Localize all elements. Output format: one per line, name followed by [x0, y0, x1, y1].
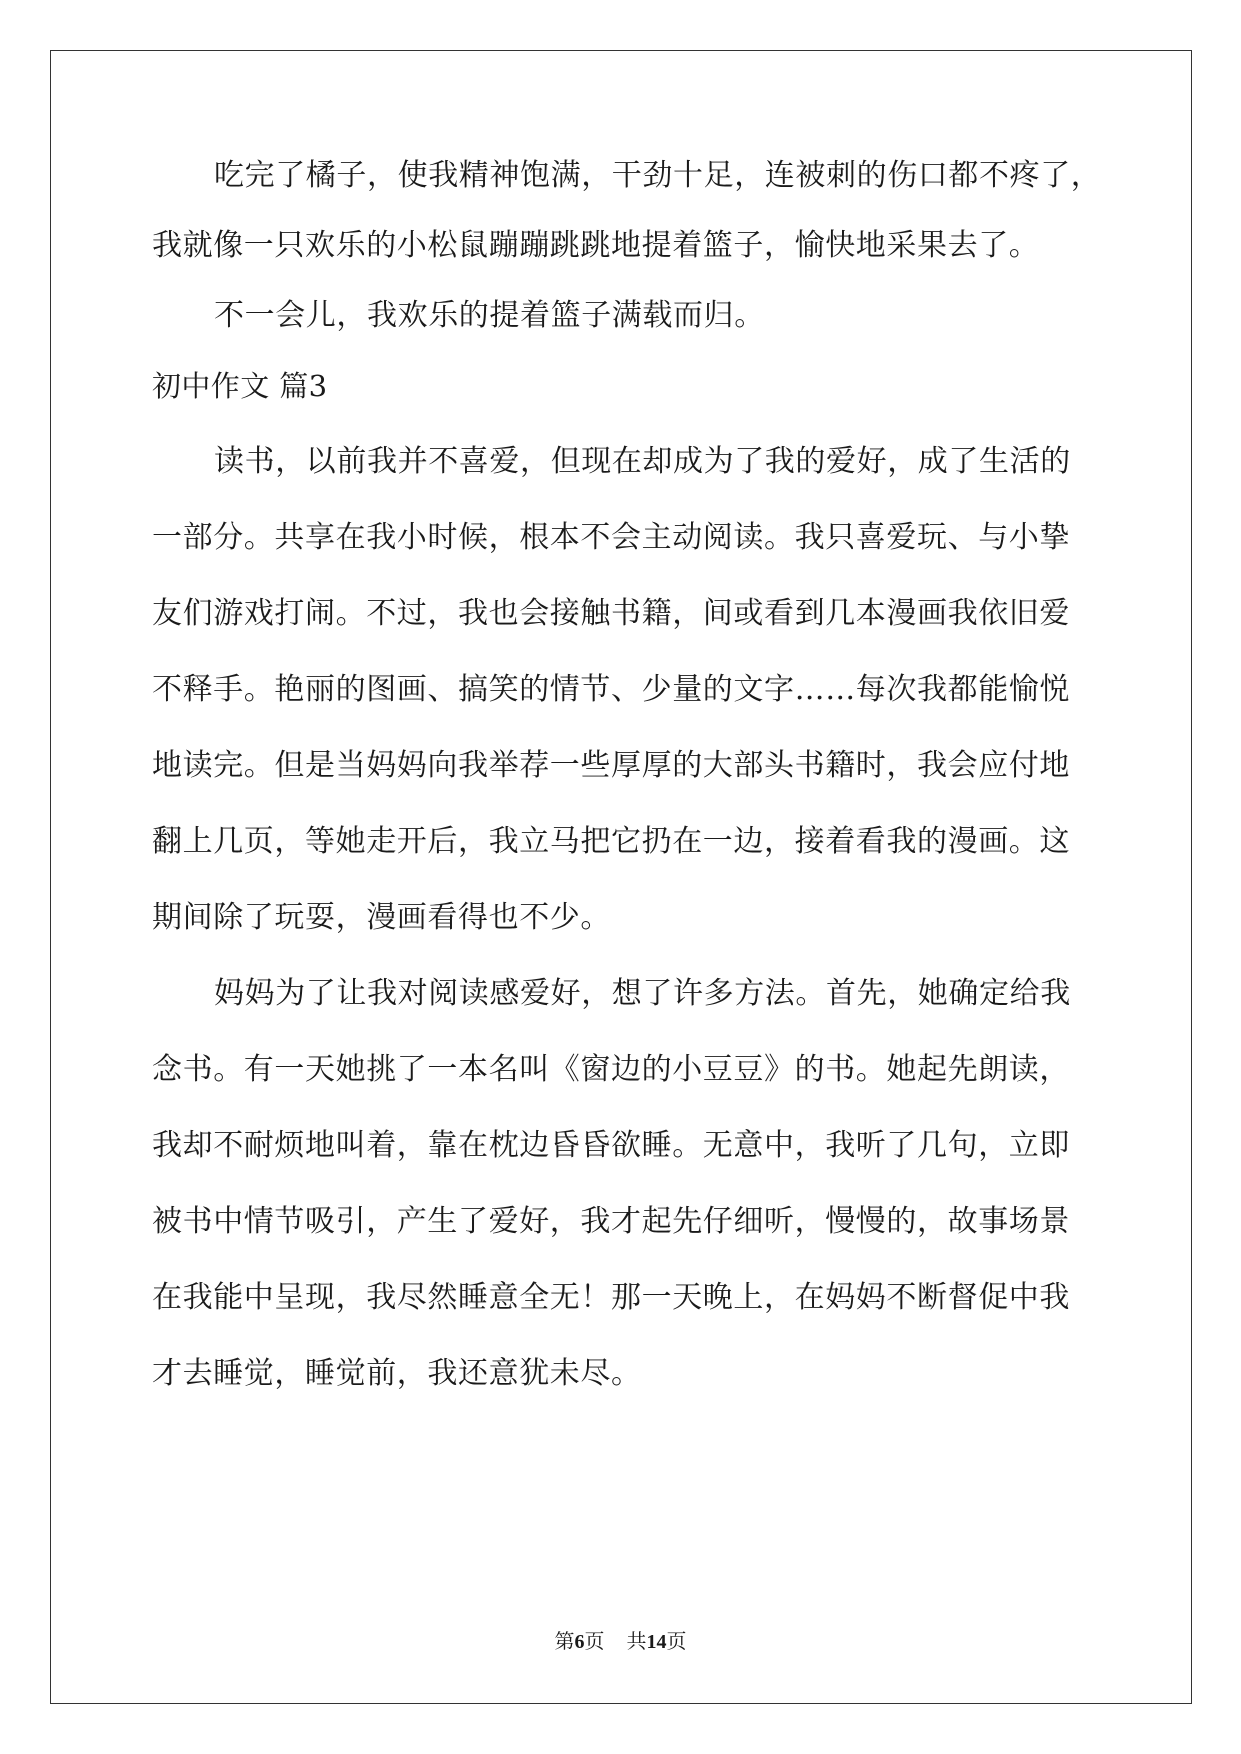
page-number: 6	[574, 1631, 585, 1653]
paragraph-line: 妈妈为了让我对阅读感爱好，想了许多方法。首先，她确定给我	[214, 976, 1071, 1011]
paragraph-line: 被书中情节吸引，产生了爱好，我才起先仔细听，慢慢的，故事场景	[152, 1204, 1070, 1239]
page-suffix: 页	[584, 1629, 605, 1653]
page-prefix: 第	[554, 1629, 575, 1653]
paragraph-line: 期间除了玩耍，漫画看得也不少。	[152, 900, 611, 935]
paragraph-line: 一部分。共享在我小时候，根本不会主动阅读。我只喜爱玩、与小挚	[152, 520, 1070, 555]
paragraph-line: 不释手。艳丽的图画、搞笑的情节、少量的文字……每次我都能愉悦	[152, 672, 1070, 707]
paragraph-line: 我就像一只欢乐的小松鼠蹦蹦跳跳地提着篮子，愉快地采果去了。	[152, 228, 1040, 263]
paragraph-line: 我却不耐烦地叫着，靠在枕边昏昏欲睡。无意中，我听了几句，立即	[152, 1128, 1070, 1163]
paragraph-line: 友们游戏打闹。不过，我也会接触书籍，间或看到几本漫画我依旧爱	[152, 596, 1070, 631]
paragraph-line: 才去睡觉，睡觉前，我还意犹未尽。	[152, 1356, 642, 1391]
paragraph-line: 念书。有一天她挑了一本名叫《窗边的小豆豆》的书。她起先朗读，	[152, 1052, 1070, 1087]
paragraph-line: 在我能中呈现，我尽然睡意全无！那一天晚上，在妈妈不断督促中我	[152, 1280, 1070, 1315]
paragraph-line: 地读完。但是当妈妈向我举荐一些厚厚的大部头书籍时，我会应付地	[152, 748, 1070, 783]
paragraph-line: 读书，以前我并不喜爱，但现在却成为了我的爱好，成了生活的	[214, 444, 1071, 479]
total-prefix: 共	[626, 1629, 647, 1653]
total-pages: 14	[646, 1631, 667, 1653]
page-footer	[0, 1628, 1241, 1655]
total-suffix: 页	[666, 1629, 687, 1653]
section-heading: 初中作文 篇3	[152, 369, 328, 403]
paragraph-line: 不一会儿，我欢乐的提着篮子满载而归。	[214, 298, 765, 333]
paragraph-line: 吃完了橘子，使我精神饱满，干劲十足，连被刺的伤口都不疼了，	[214, 158, 1102, 193]
paragraph-line: 翻上几页，等她走开后，我立马把它扔在一边，接着看我的漫画。这	[152, 824, 1070, 859]
